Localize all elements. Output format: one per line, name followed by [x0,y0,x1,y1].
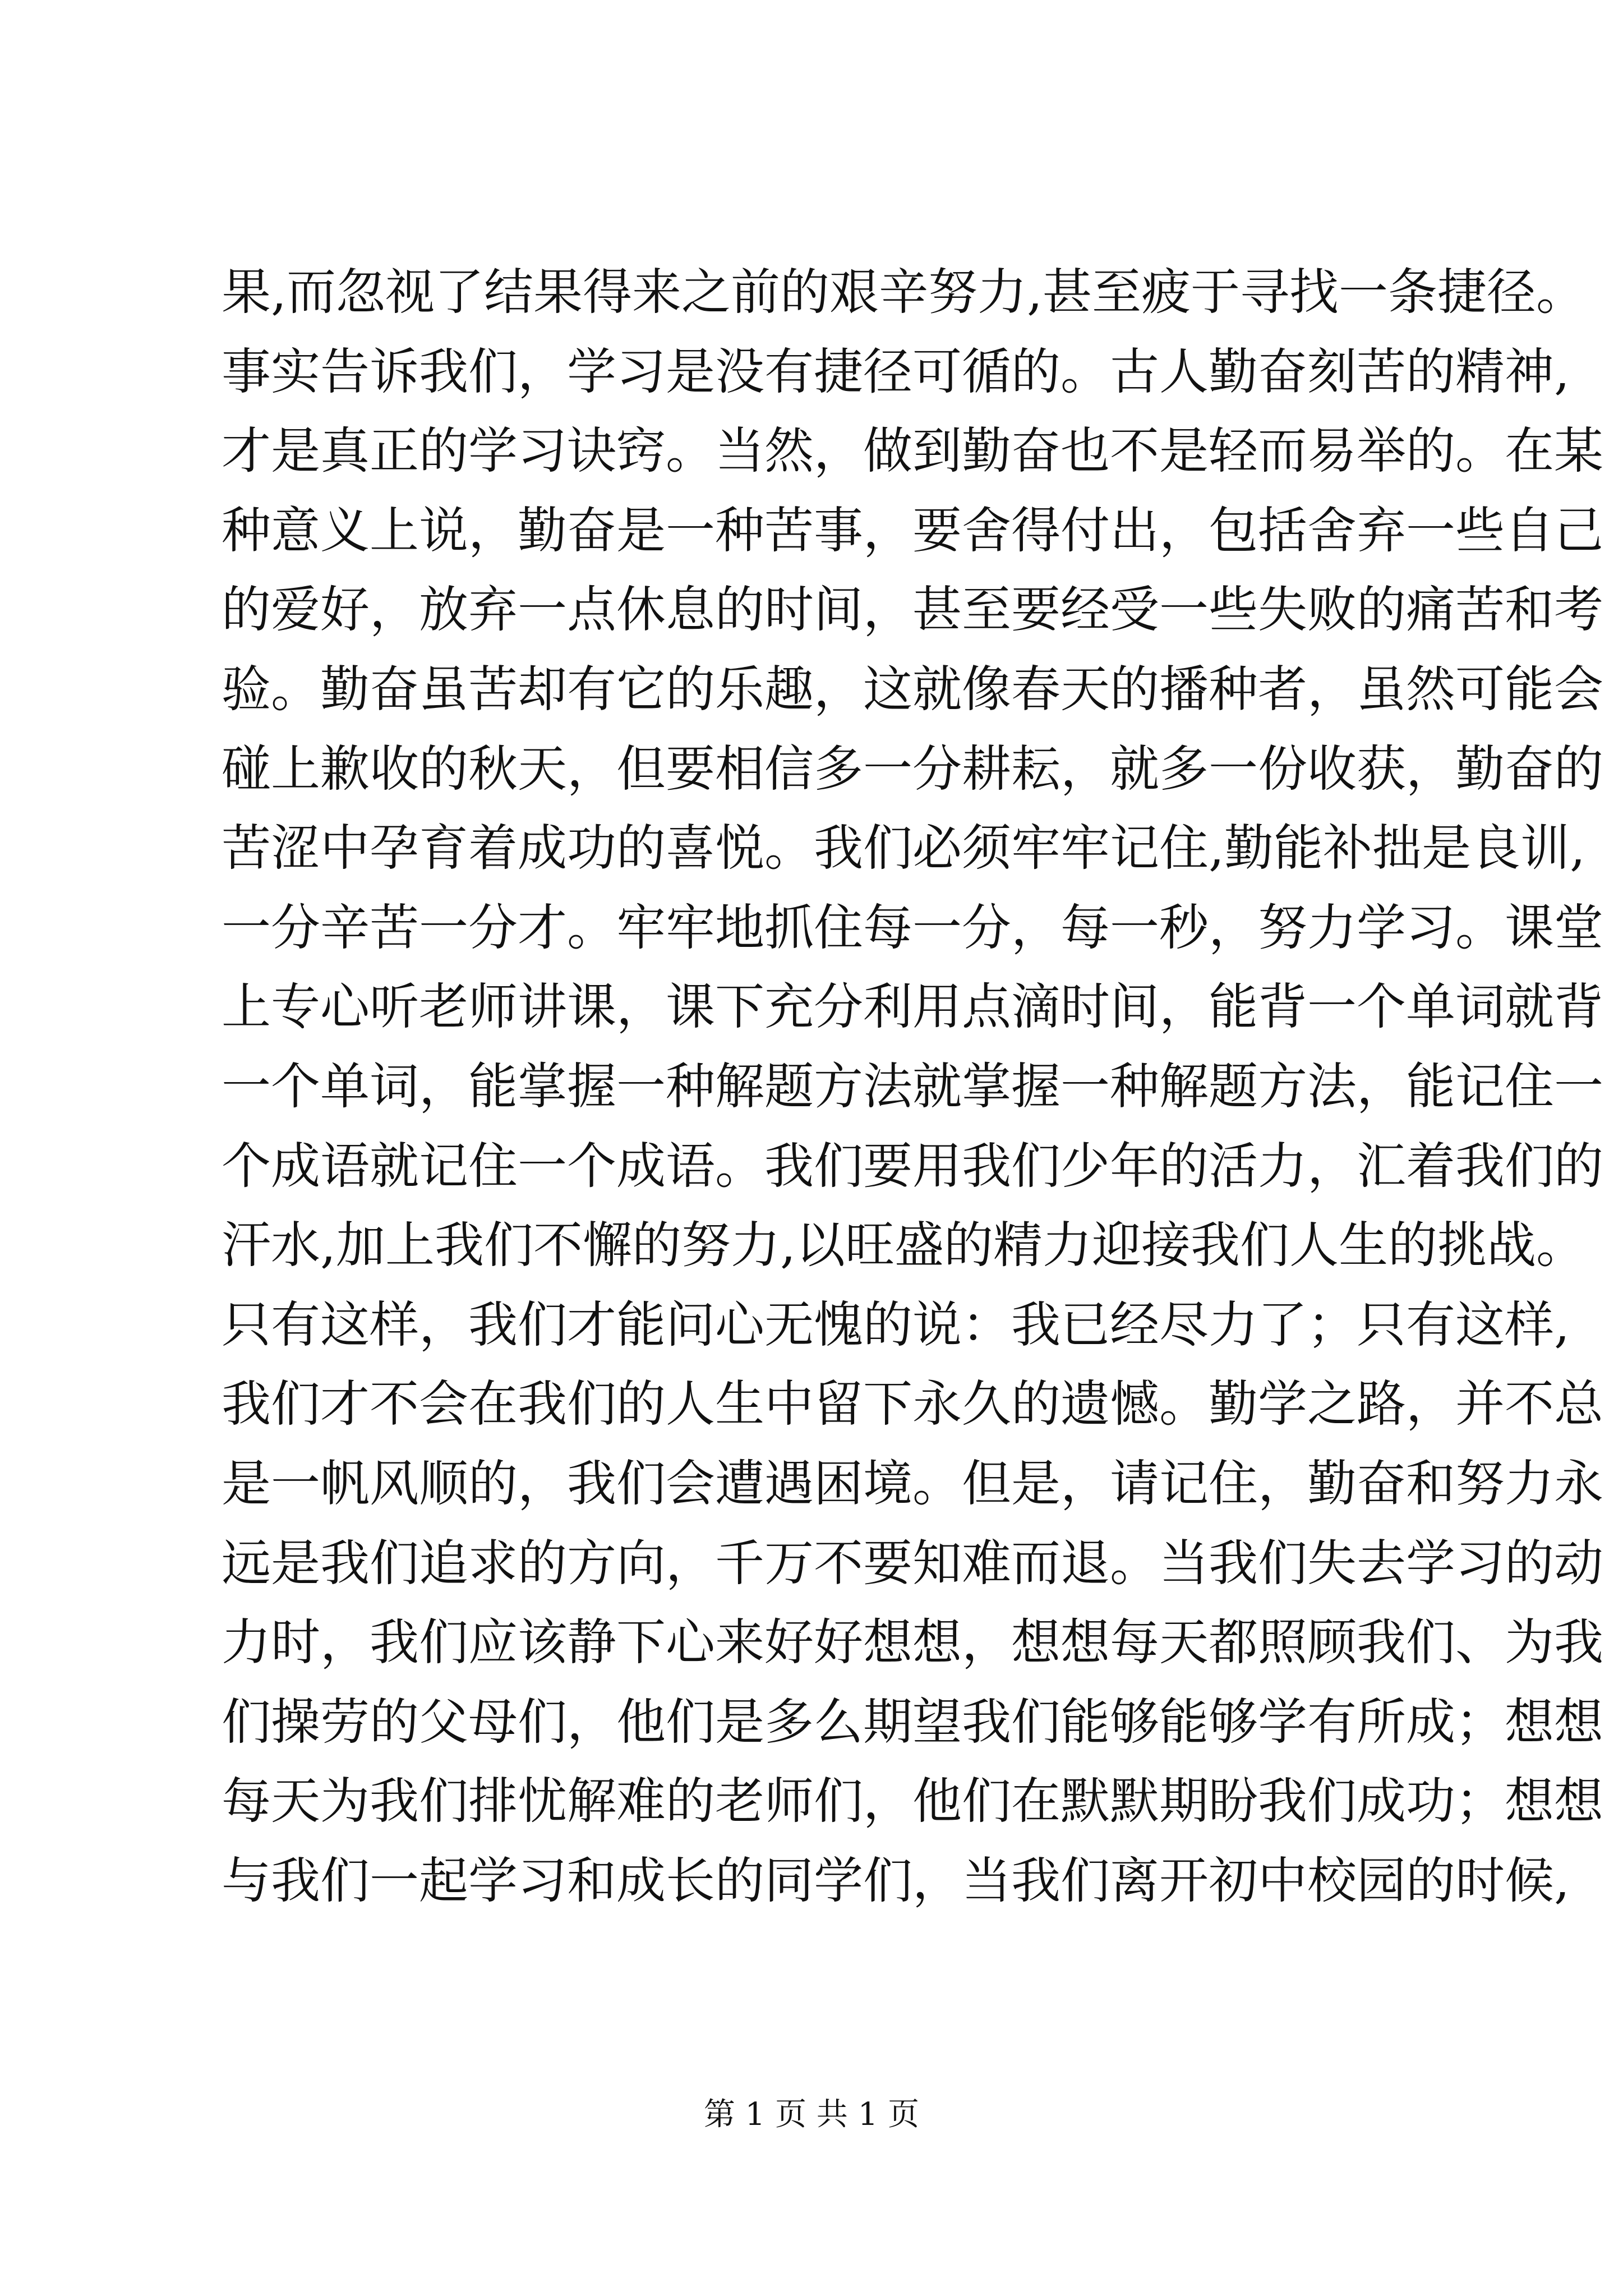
text-line: 一个单词，能掌握一种解题方法就掌握一种解题方法，能记住一 [222,1057,1604,1115]
text-line: 每天为我们排忧解难的老师们，他们在默默期盼我们成功；想想 [222,1772,1604,1830]
text-line: 才是真正的学习诀窍。当然，做到勤奋也不是轻而易举的。在某 [222,422,1604,480]
text-line: 只有这样，我们才能问心无愧的说：我已经尽力了；只有这样, [222,1295,1570,1354]
text-line: 碰上歉收的秋天，但要相信多一分耕耘，就多一份收获，勤奋的 [222,739,1604,798]
text-line: 的爱好，放弃一点休息的时间，甚至要经受一些失败的痛苦和考 [222,581,1604,639]
text-line: 验。勤奋虽苦却有它的乐趣，这就像春天的播种者，虽然可能会 [222,660,1604,718]
text-line: 是一帆风顺的，我们会遭遇困境。但是，请记住，勤奋和努力永 [222,1454,1604,1512]
text-line: 苦涩中孕育着成功的喜悦。我们必须牢牢记住,勤能补拙是良训, [222,819,1585,877]
text-line: 上专心听老师讲课，课下充分利用点滴时间，能背一个单词就背 [222,978,1604,1036]
page-footer [0,2092,1623,2137]
text-line: 们操劳的父母们，他们是多么期望我们能够能够学有所成；想想 [222,1692,1604,1751]
text-line: 个成语就记住一个成语。我们要用我们少年的活力，汇着我们的 [222,1137,1604,1195]
text-line: 事实告诉我们，学习是没有捷径可循的。古人勤奋刻苦的精神, [222,342,1570,401]
text-line: 种意义上说，勤奋是一种苦事，要舍得付出，包括舍弃一些自己 [222,501,1604,559]
body-text [222,252,1604,1920]
page-number-label: 第 1 页 共 1 页 [703,2096,920,2133]
text-line: 汗水,加上我们不懈的努力,以旺盛的精力迎接我们人生的挑战。 [222,1216,1585,1274]
text-line: 果,而忽视了结果得来之前的艰辛努力,甚至疲于寻找一条捷径。 [222,263,1585,321]
text-line: 与我们一起学习和成长的同学们，当我们离开初中校园的时候, [222,1851,1570,1910]
text-line: 力时，我们应该静下心来好好想想，想想每天都照顾我们、为我 [222,1613,1604,1672]
text-line: 远是我们追求的方向，千万不要知难而退。当我们失去学习的动 [222,1534,1604,1592]
text-line: 我们才不会在我们的人生中留下永久的遗憾。勤学之路，并不总 [222,1375,1604,1433]
text-line: 一分辛苦一分才。牢牢地抓住每一分，每一秒，努力学习。课堂 [222,898,1604,956]
